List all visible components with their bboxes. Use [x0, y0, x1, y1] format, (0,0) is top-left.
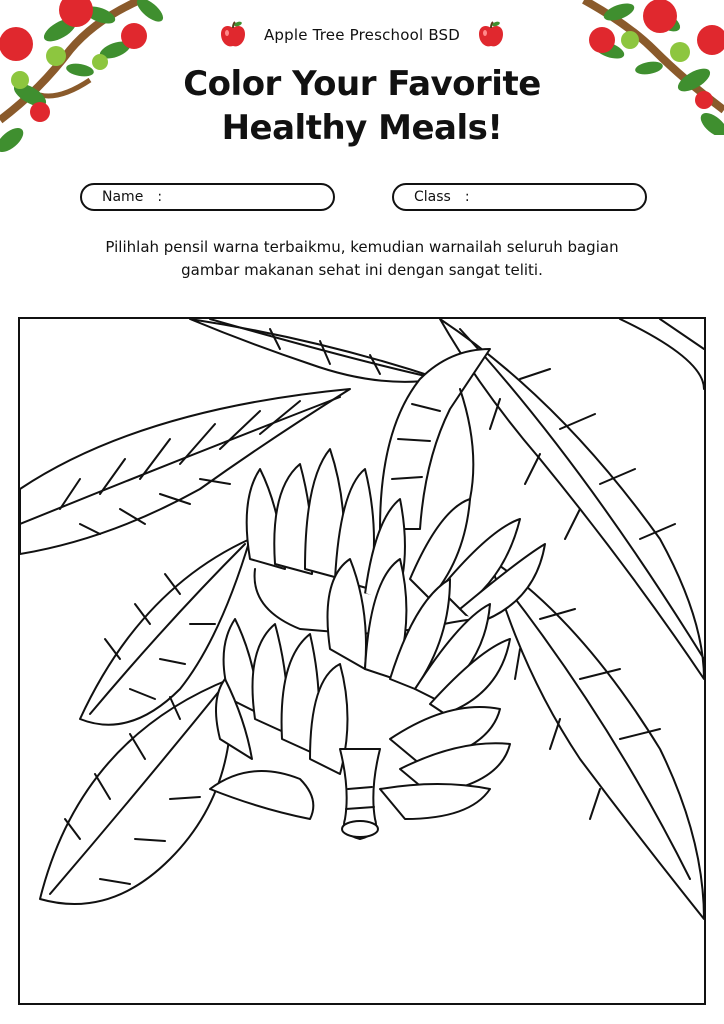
instructions-line-1: Pilihlah pensil warna terbaikmu, kemudian warnailah seluruh bagian — [105, 238, 619, 256]
instructions-line-2: gambar makanan sehat ini dengan sangat teliti. — [181, 261, 543, 279]
page-title — [0, 62, 724, 150]
class-label: Class — [414, 189, 451, 205]
apple-icon — [218, 20, 248, 50]
name-field[interactable] — [80, 183, 335, 211]
instructions-text — [40, 236, 684, 282]
school-header — [0, 20, 724, 50]
school-name: Apple Tree Preschool BSD — [263, 26, 461, 44]
apple-icon — [476, 20, 506, 50]
coloring-frame — [18, 317, 706, 1005]
name-label: Name — [102, 189, 144, 205]
title-line-2: Healthy Meals! — [221, 108, 503, 148]
class-separator: : — [464, 189, 470, 205]
banana-bunch-illustration — [20, 319, 704, 1003]
class-field[interactable] — [392, 183, 647, 211]
name-separator: : — [157, 189, 163, 205]
banana-stem-bottom — [340, 749, 380, 839]
banana-leaf-top — [190, 319, 440, 382]
title-line-1: Color Your Favorite — [183, 64, 541, 104]
